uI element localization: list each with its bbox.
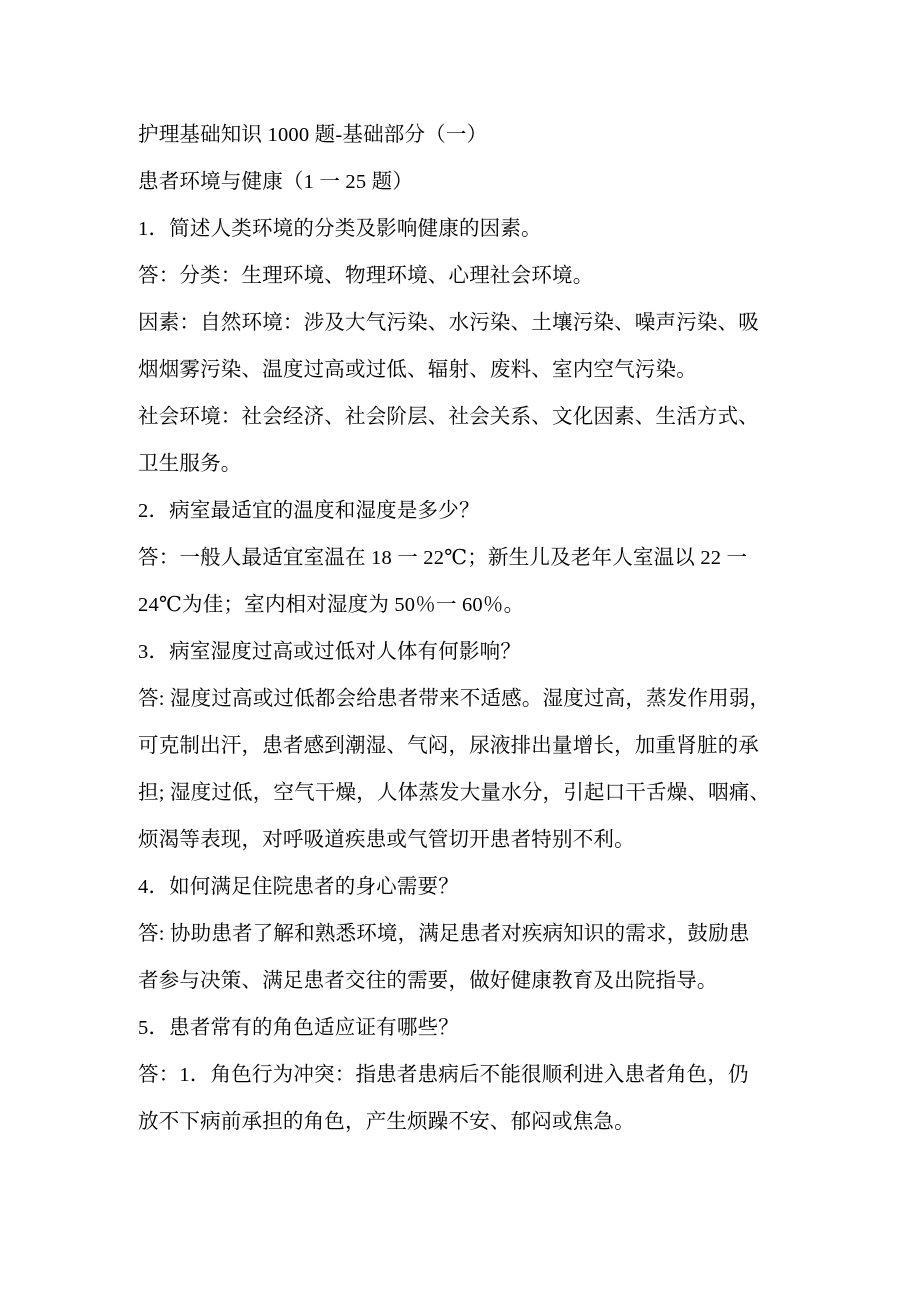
answer-3-line-1: 答: 湿度过高或过低都会给患者带来不适感。湿度过高，蒸发作用弱， — [138, 688, 771, 710]
question-2: 2．病室最适宜的温度和湿度是多少？ — [138, 500, 480, 522]
answer-4-line-2: 者参与决策、满足患者交往的需要，做好健康教育及出院指导。 — [138, 970, 718, 992]
answer-5-line-1: 答：1．角色行为冲突：指患者患病后不能很顺利进入患者角色，仍 — [138, 1064, 749, 1086]
question-4: 4．如何满足住院患者的身心需要？ — [138, 876, 459, 898]
answer-3-line-3: 担; 湿度过低，空气干燥，人体蒸发大量水分，引起口干舌燥、咽痛、 — [138, 782, 771, 804]
answer-5-line-2: 放不下病前承担的角色，产生烦躁不安、郁闷或焦急。 — [138, 1111, 635, 1133]
document-body — [138, 112, 798, 1146]
answer-3-line-4: 烦渴等表现，对呼吸道疾患或气管切开患者特别不利。 — [138, 829, 635, 851]
question-1: 1．简述人类环境的分类及影响健康的因素。 — [138, 218, 542, 240]
answer-3-line-2: 可克制出汗，患者感到潮湿、气闷，尿液排出量增长，加重肾脏的承 — [138, 735, 759, 757]
answer-2-line-2: 24℃为佳；室内相对湿度为 50％一 60％。 — [138, 594, 525, 616]
answer-4-line-1: 答: 协助患者了解和熟悉环境，满足患者对疾病知识的需求，鼓励患 — [138, 923, 750, 945]
document-title: 护理基础知识 1000 题-基础部分（一） — [138, 124, 488, 146]
answer-1-line-4: 社会环境：社会经济、社会阶层、社会关系、文化因素、生活方式、 — [138, 406, 759, 428]
answer-1-line-2: 因素：自然环境：涉及大气污染、水污染、土壤污染、噪声污染、吸 — [138, 312, 759, 334]
answer-1-line-5: 卫生服务。 — [138, 453, 242, 475]
answer-1-line-3: 烟烟雾污染、温度过高或过低、辐射、废料、室内空气污染。 — [138, 359, 697, 381]
question-5: 5．患者常有的角色适应证有哪些？ — [138, 1017, 459, 1039]
section-heading: 患者环境与健康（1 一 25 题） — [138, 171, 414, 193]
answer-1-line-1: 答：分类：生理环境、物理环境、心理社会环境。 — [138, 265, 594, 287]
question-3: 3．病室湿度过高或过低对人体有何影响？ — [138, 641, 522, 663]
answer-2-line-1: 答：一般人最适宜室温在 18 一 22℃；新生儿及老年人室温以 22 一 — [138, 547, 748, 569]
